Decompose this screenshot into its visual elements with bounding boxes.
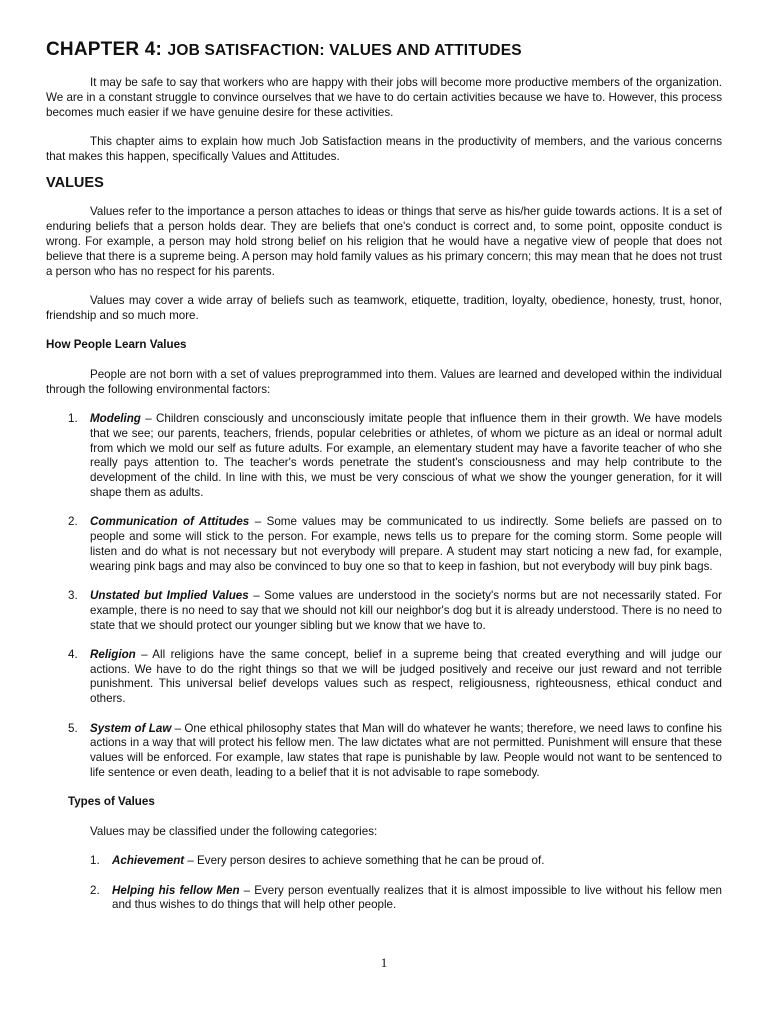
list-term: Helping his fellow Men bbox=[112, 883, 240, 897]
list-item bbox=[46, 884, 722, 914]
list-text: – One ethical philosophy states that Man will do whatever he wants; therefore, we need laws to confine his actions in a way that will protect his fellow men. The law dictates what are not permitted. Punishment will ensure that these values will be enforced. For example, law states that rape is punishable by law. People would not want to be sentenced to life sentence or even death, leading to a belief that it is not advisable to rape somebody. bbox=[90, 721, 722, 779]
list-item bbox=[46, 515, 722, 574]
learning-factors-list bbox=[46, 412, 722, 781]
list-text: – Every person eventually realizes that it is almost impossible to live without his fellow men and thus wishes to do things that will help other people. bbox=[112, 883, 722, 912]
value-types-list bbox=[46, 854, 722, 913]
list-text: – Every person desires to achieve something that he can be proud of. bbox=[184, 854, 545, 868]
values-paragraph-1: Values refer to the importance a person attaches to ideas or things that serve as his/her guide towards actions. It is a set of enduring beliefs that a person holds dear. They are beliefs that one's conduct is correct and, to some point, opposite conduct is wrong. For example, a person may hold strong belief on his religion that he would have a negative view of people that does not believe that there is a supreme being. A person may hold family values as his primary concern; this may mean that he does not trust a person who has no respect for his parents. bbox=[46, 205, 723, 278]
list-item bbox=[46, 589, 722, 633]
list-number: 2. bbox=[68, 515, 78, 529]
list-text: – Some values are understood in the society's norms but are not necessarily stated. For example, there is no need to say that we should not kill our neighbor's dog but it is already understood. There is no need to state that we should protect our younger sibling but we know that we have to. bbox=[90, 588, 722, 632]
types-of-values-intro: Values may be classified under the following categories: bbox=[90, 824, 378, 838]
chapter-title bbox=[46, 38, 722, 63]
list-text: – All religions have the same concept, belief in a supreme being that created everything and will judge our actions. We have to do the right things so that we will be judged positively and receive our just reward and not terrible punishment. This universal belief develops values such as respect, religiousness, righteousness, ethical conduct and others. bbox=[90, 647, 722, 706]
list-number: 5. bbox=[68, 721, 78, 735]
list-term: Modeling bbox=[90, 411, 141, 425]
values-heading: VALUES bbox=[46, 175, 104, 192]
list-text: – Children consciously and unconsciously imitate people that influence them in their growth. We have models that we see; our parents, teachers, friends, popular celebrities or athletes, of whom we picture as an ideal or normal adult from which we mold our self as future adults. For example, an elementary student may have a favorite teacher of who she really pays attention to. The teacher's words penetrate the student's consciousness and may help contribute to the development of the child. In line with this, we must be very conscious of what we show the younger generation, for it will shape them as adults. bbox=[90, 411, 722, 499]
intro-paragraph-2: This chapter aims to explain how much Job Satisfaction means in the productivity of members, and the various concerns that makes this happen, specifically Values and Attitudes. bbox=[46, 134, 722, 163]
list-term: Achievement bbox=[112, 854, 185, 868]
list-term: Unstated but Implied Values bbox=[90, 588, 249, 602]
list-item bbox=[46, 412, 722, 501]
chapter-title-rest: JOB SATISFACTION: VALUES AND ATTITUDES bbox=[167, 42, 522, 59]
chapter-title-lead: CHAPTER 4: bbox=[46, 39, 163, 60]
list-number: 1. bbox=[68, 411, 78, 425]
intro-paragraph-1: It may be safe to say that workers who are happy with their jobs will become more productive members of the organization. We are in a constant struggle to convince ourselves that we have to do certain activities because we have to. However, this process becomes much easier if we have genuine desire for these activities. bbox=[46, 76, 722, 119]
values-paragraph-2: Values may cover a wide array of beliefs such as teamwork, etiquette, tradition, loyalty, obedience, honesty, trust, honor, friendship and so much more. bbox=[46, 293, 722, 322]
list-text: – Some values may be communicated to us indirectly. Some beliefs are passed on to people and some will stick to the person. For example, news tells us to prepare for the coming storm. Some people will listen and do what is not necessary but not everybody will prepare. A student may start noticing a new fad, for example, wearing pink bags and may also be convinced to buy one so that to keep in fashion, but not everybody will buy pink bags. bbox=[90, 515, 722, 573]
list-number: 2. bbox=[90, 883, 100, 897]
list-number: 4. bbox=[68, 647, 78, 661]
list-term: System of Law bbox=[90, 721, 172, 735]
how-people-learn-intro: People are not born with a set of values preprogrammed into them. Values are learned and developed within the individual through the following environmental factors: bbox=[46, 367, 722, 396]
page-number: 1 bbox=[380, 955, 388, 970]
list-term: Communication of Attitudes bbox=[90, 515, 250, 529]
list-item bbox=[46, 722, 722, 781]
types-of-values-heading: Types of Values bbox=[68, 795, 155, 809]
list-item bbox=[46, 854, 722, 869]
list-item bbox=[46, 648, 722, 707]
list-term: Religion bbox=[90, 647, 136, 661]
document-page bbox=[46, 38, 722, 928]
list-number: 3. bbox=[68, 588, 78, 602]
list-number: 1. bbox=[90, 854, 100, 868]
how-people-learn-heading: How People Learn Values bbox=[46, 338, 187, 352]
